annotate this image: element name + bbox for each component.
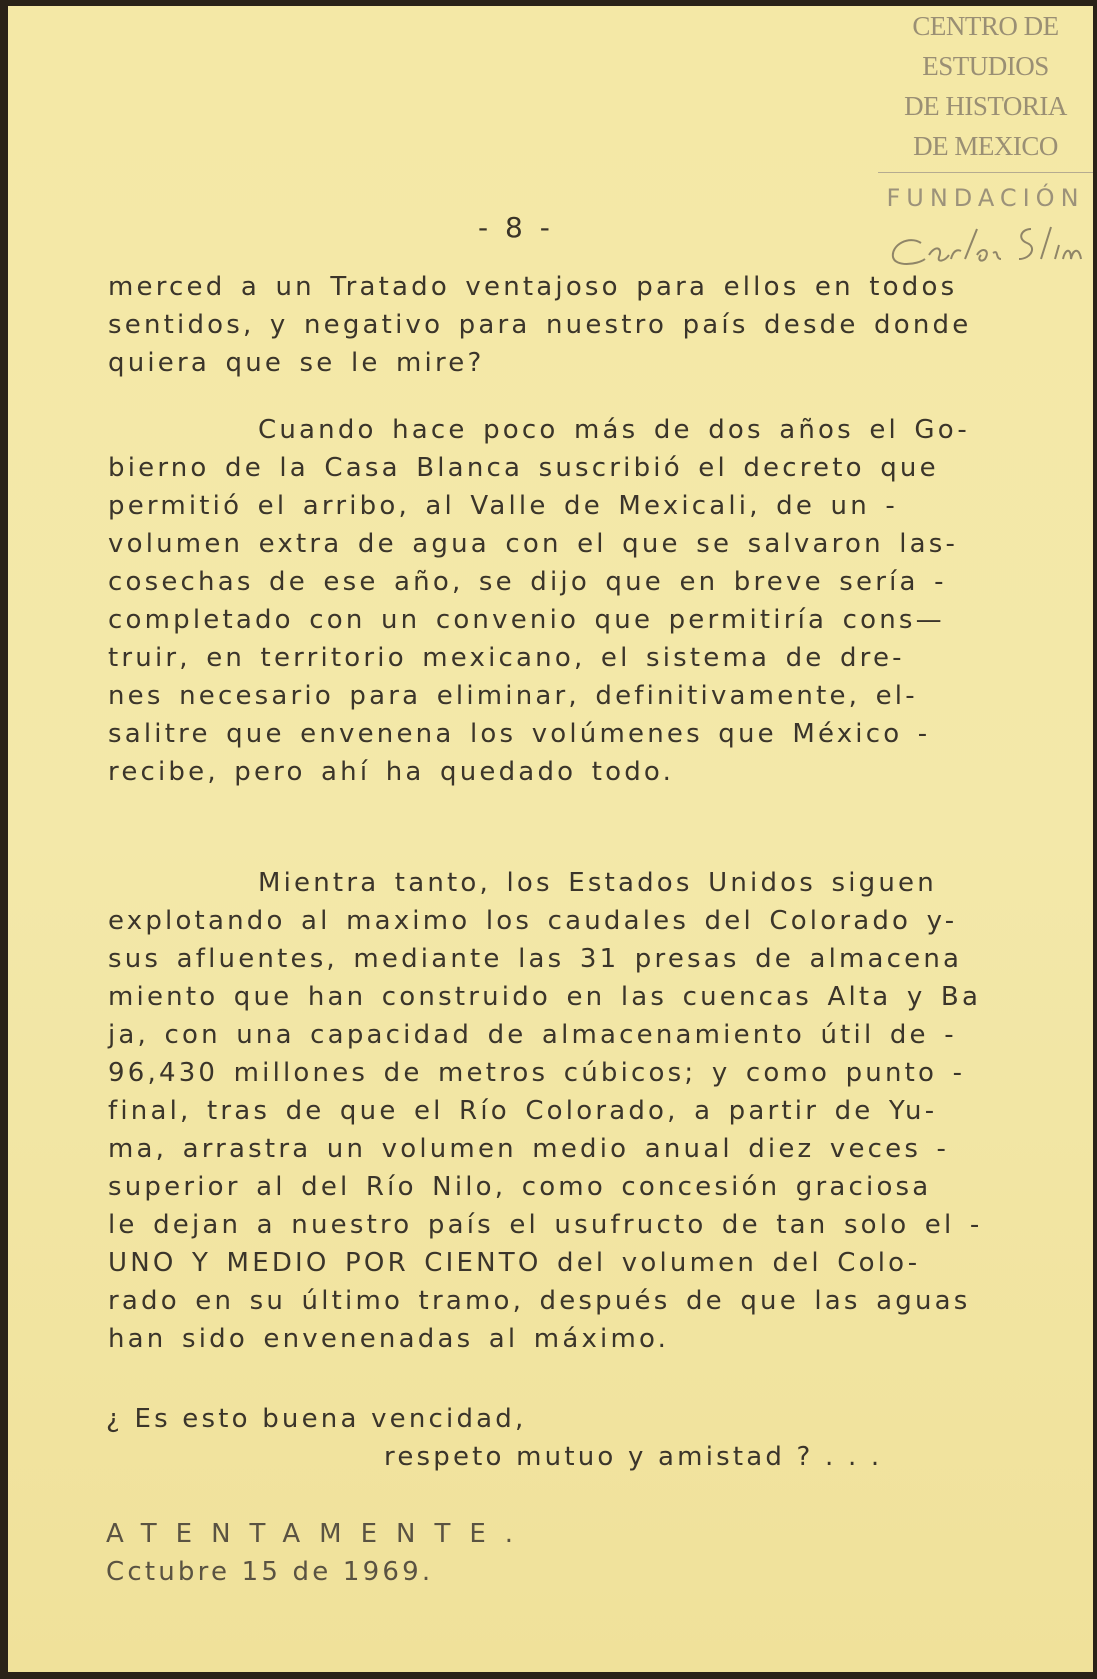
text-line: completado con un convenio que permitiría cons— <box>108 605 945 635</box>
text-line: sus afluentes, mediante las 31 presas de almacena <box>108 944 963 974</box>
text-line: explotando al maximo los caudales del Colorado y- <box>108 906 958 936</box>
paragraph-3 <box>108 864 983 1358</box>
text-line: han sido envenenadas al máximo. <box>108 1324 670 1354</box>
text-line: ma, arrastra un volumen medio anual diez veces - <box>108 1134 950 1164</box>
text-line: merced a un Tratado ventajoso para ellos en todos <box>108 272 958 302</box>
stamp-line-3: DE HISTORIA <box>904 91 1067 121</box>
text-line: permitió el arribo, al Valle de Mexicali, de un - <box>108 491 898 521</box>
text-line: miento que han construido en las cuencas Alta y Ba <box>108 982 982 1012</box>
text-line: Cuando hace poco más de dos años el Go- <box>258 415 970 445</box>
text-line: final, tras de que el Río Colorado, a partir de Yu- <box>108 1096 938 1126</box>
text-line: quiera que se le mire? <box>108 348 485 378</box>
archive-stamp <box>878 6 1093 276</box>
stamp-divider <box>878 172 1093 173</box>
text-line: ja, con una capacidad de almacenamiento útil de - <box>108 1020 957 1050</box>
text-line: UNO Y MEDIO POR CIENTO del volumen del Colo- <box>108 1248 921 1278</box>
text-line: 96,430 millones de metros cúbicos; y como punto - <box>108 1058 966 1088</box>
text-line: sentidos, y negativo para nuestro país desde donde <box>108 310 972 340</box>
text-line: bierno de la Casa Blanca suscribió el decreto que <box>108 453 939 483</box>
letter-date: Cctubre 15 de 1969. <box>106 1557 434 1587</box>
question-line-1: ¿ Es esto buena vencidad, <box>106 1404 527 1434</box>
text-line: cosechas de ese año, se dijo que en breve sería - <box>108 567 947 597</box>
text-line: Mientra tanto, los Estados Unidos siguen <box>258 868 937 898</box>
document-page <box>8 6 1093 1672</box>
text-line: recibe, pero ahí ha quedado todo. <box>108 757 675 787</box>
page-number: - 8 - <box>478 211 554 244</box>
text-line: truir, en territorio mexicano, el sistema de dre- <box>108 643 905 673</box>
text-line: rado en su último tramo, después de que las aguas <box>108 1286 971 1316</box>
text-line: superior al del Río Nilo, como concesión graciosa <box>108 1172 932 1202</box>
text-line: volumen extra de agua con el que se salvaron las- <box>108 529 959 559</box>
stamp-line-4: DE MEXICO <box>913 131 1058 161</box>
closing-atentamente: ATENTAMENTE. <box>106 1519 533 1549</box>
stamp-line-1: CENTRO DE <box>912 11 1059 41</box>
stamp-fundacion: FUNDACIÓN <box>886 184 1085 212</box>
text-line: nes necesario para eliminar, definitivamente, el- <box>108 681 918 711</box>
stamp-line-2: ESTUDIOS <box>922 51 1049 81</box>
paragraph-1 <box>108 268 983 382</box>
text-line: salitre que envenena los volúmenes que México - <box>108 719 931 749</box>
text-line: le dejan a nuestro país el usufructo de tan solo el - <box>108 1210 983 1240</box>
paragraph-2 <box>108 411 983 791</box>
question-line-2: respeto mutuo y amistad ? . . . <box>384 1442 883 1472</box>
